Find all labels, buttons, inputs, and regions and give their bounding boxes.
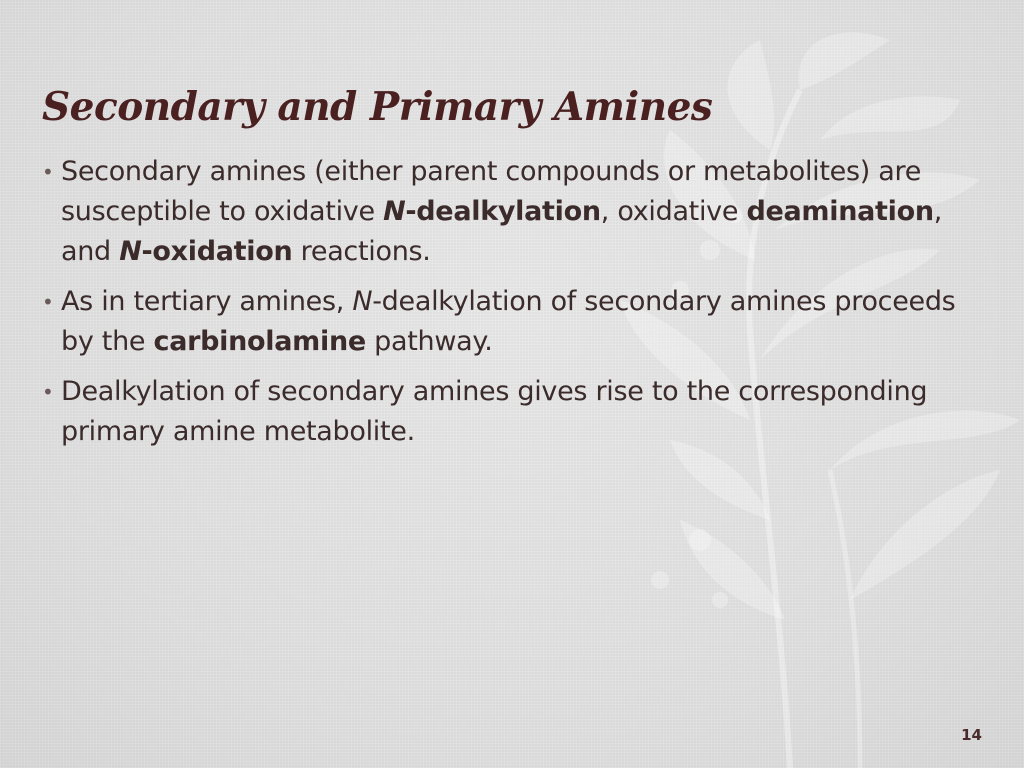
bullet-emphasis-bold: -dealkylation — [405, 196, 601, 227]
bullet-emphasis-italic: N — [352, 286, 373, 317]
bullet-emphasis-italic: N — [383, 196, 406, 227]
bullet-item — [42, 372, 982, 452]
bullet-marker: • — [42, 380, 54, 404]
bullet-text: As in tertiary amines, — [61, 286, 353, 317]
bullet-item — [42, 282, 982, 362]
bullet-emphasis-italic: N — [119, 236, 142, 267]
bullet-text: , and — [61, 196, 943, 267]
bullet-text: Secondary amines (either parent compounds or metabolites) are susceptible to oxidative — [61, 156, 922, 227]
bullet-text: , oxidative — [600, 196, 747, 227]
bullet-text: reactions. — [292, 236, 431, 267]
bullet-marker: • — [42, 290, 54, 314]
page-number: 14 — [961, 726, 982, 744]
bullet-emphasis-bold: carbinolamine — [153, 326, 366, 357]
bullet-marker: • — [42, 160, 54, 184]
bullet-text: pathway. — [365, 326, 493, 357]
bullet-text: Dealkylation of secondary amines gives rise to the corresponding primary amine metabolite. — [61, 376, 928, 447]
bullet-emphasis-bold: -oxidation — [141, 236, 293, 267]
bullet-emphasis-bold: deamination — [746, 196, 934, 227]
bullet-text: -dealkylation of secondary amines proceeds by the — [61, 286, 956, 357]
bullet-item — [42, 152, 982, 272]
slide-title: Secondary and Primary Amines — [42, 84, 713, 130]
bullet-list — [42, 152, 982, 462]
